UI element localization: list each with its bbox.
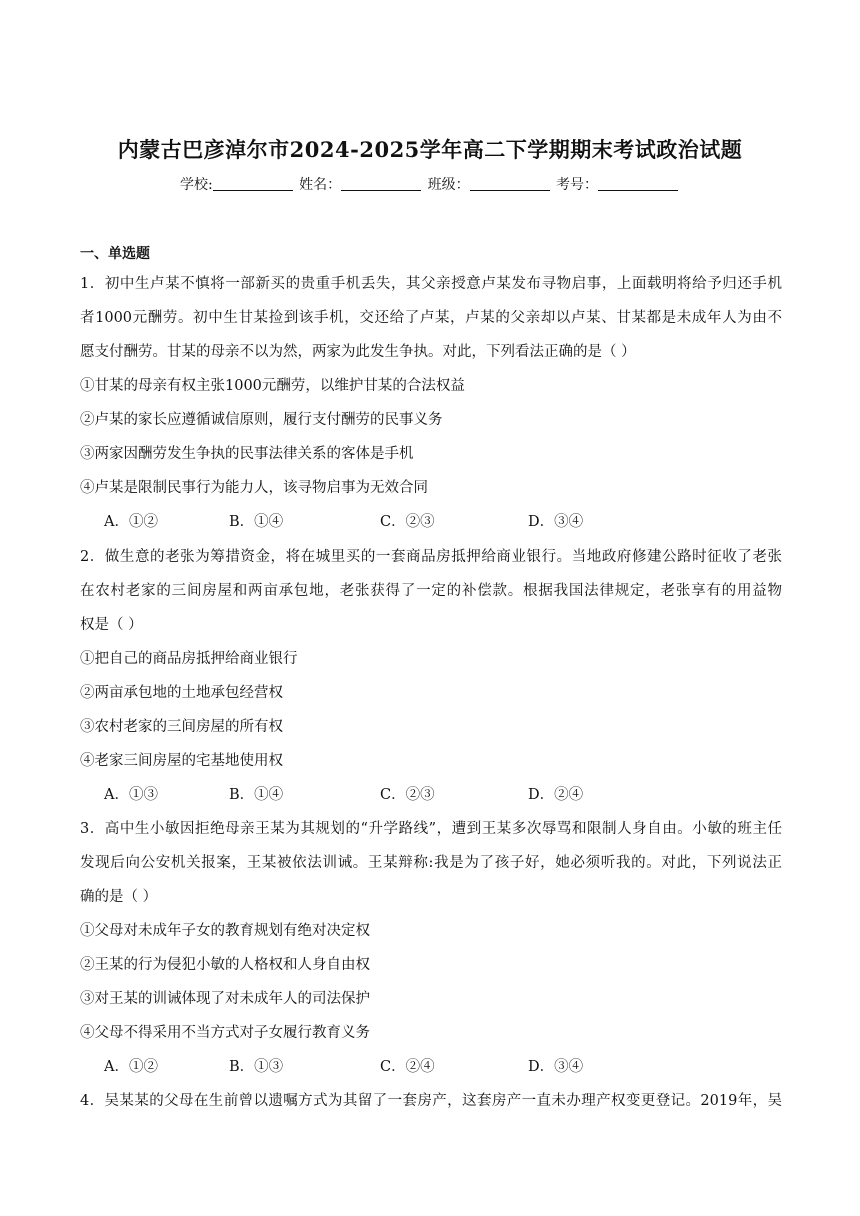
question-3-stem-line: 确的是（ ） [80, 889, 158, 905]
question-1-stem-line: 愿支付酬劳。甘某的母亲不以为然，两家为此发生争执。对此，下列看法正确的是（ ） [80, 344, 636, 360]
choice-d[interactable]: D．③④ [528, 1059, 584, 1075]
choice-b[interactable]: B．①③ [229, 1059, 284, 1075]
school-label: 学校: [179, 177, 213, 193]
question-3-stem-line: 发现后向公安机关报案，王某被依法训诫。王某辩称:我是为了孩子好，她必须听我的。对此，下列说法正 [80, 855, 782, 871]
page-title: 内蒙古巴彦淖尔市2024-2025学年高二下学期期末考试政治试题 [117, 137, 743, 162]
choice-b[interactable]: B．①④ [229, 787, 284, 803]
choice-c[interactable]: C．②④ [380, 1059, 435, 1075]
choice-b[interactable]: B．①④ [229, 514, 284, 530]
question-4-stem-line: 4．吴某某的父母在生前曾以遗嘱方式为其留了一套房产，这套房产一直未办理产权变更登记。2019年，吴 [80, 1093, 782, 1109]
class-label: 班级： [427, 177, 470, 193]
question-2-stem-line: 在农村老家的三间房屋和两亩承包地，老张获得了一定的补偿款。根据我国法律规定，老张享有的用益物 [80, 583, 782, 599]
question-3-option: ②王某的行为侵犯小敏的人格权和人身自由权 [80, 957, 370, 973]
question-3-stem-line: 3．高中生小敏因拒绝母亲王某为其规划的“升学路线”，遭到王某多次辱骂和限制人身自由。小敏的班主任 [80, 821, 782, 837]
choice-c[interactable]: C．②③ [380, 514, 435, 530]
question-3-option: ①父母对未成年子女的教育规划有绝对决定权 [80, 923, 370, 939]
choice-a[interactable]: A．①② [104, 514, 158, 530]
choice-a[interactable]: A．①② [104, 1059, 158, 1075]
question-2-stem-line: 权是（ ） [80, 617, 143, 633]
question-2-option: ④老家三间房屋的宅基地使用权 [80, 753, 283, 769]
question-1-stem-line: 者1000元酬劳。初中生甘某捡到该手机，交还给了卢某，卢某的父亲却以卢某、甘某都是未成年人为由不 [80, 310, 782, 326]
question-3-option: ③对王某的训诫体现了对未成年人的司法保护 [80, 991, 370, 1007]
number-label: 考号： [556, 177, 599, 193]
student-info-row [0, 174, 860, 194]
question-2-option: ①把自己的商品房抵押给商业银行 [80, 651, 298, 667]
section-title: 一、单选题 [80, 246, 150, 262]
name-blank[interactable] [341, 176, 421, 191]
school-blank[interactable] [213, 176, 293, 191]
choice-a[interactable]: A．①③ [104, 787, 158, 803]
choice-c[interactable]: C．②③ [380, 787, 435, 803]
question-1-option: ④卢某是限制民事行为能力人，该寻物启事为无效合同 [80, 480, 428, 496]
question-1-option: ②卢某的家长应遵循诚信原则，履行支付酬劳的民事义务 [80, 412, 443, 428]
question-3-option: ④父母不得采用不当方式对子女履行教育义务 [80, 1025, 370, 1041]
question-1-option: ③两家因酬劳发生争执的民事法律关系的客体是手机 [80, 446, 414, 462]
name-label: 姓名： [299, 177, 342, 193]
choice-d[interactable]: D．②④ [528, 787, 584, 803]
question-2-option: ③农村老家的三间房屋的所有权 [80, 719, 283, 735]
question-2-option: ②两亩承包地的土地承包经营权 [80, 685, 283, 701]
class-blank[interactable] [470, 176, 550, 191]
number-blank[interactable] [598, 176, 678, 191]
choice-d[interactable]: D．③④ [528, 514, 584, 530]
question-2-stem-line: 2．做生意的老张为筹措资金，将在城里买的一套商品房抵押给商业银行。当地政府修建公路时征收了老张 [80, 549, 782, 565]
question-1-option: ①甘某的母亲有权主张1000元酬劳，以维护甘某的合法权益 [80, 378, 465, 394]
question-1-stem-line: 1．初中生卢某不慎将一部新买的贵重手机丢失，其父亲授意卢某发布寻物启事，上面载明将给予归还手机 [80, 276, 782, 292]
